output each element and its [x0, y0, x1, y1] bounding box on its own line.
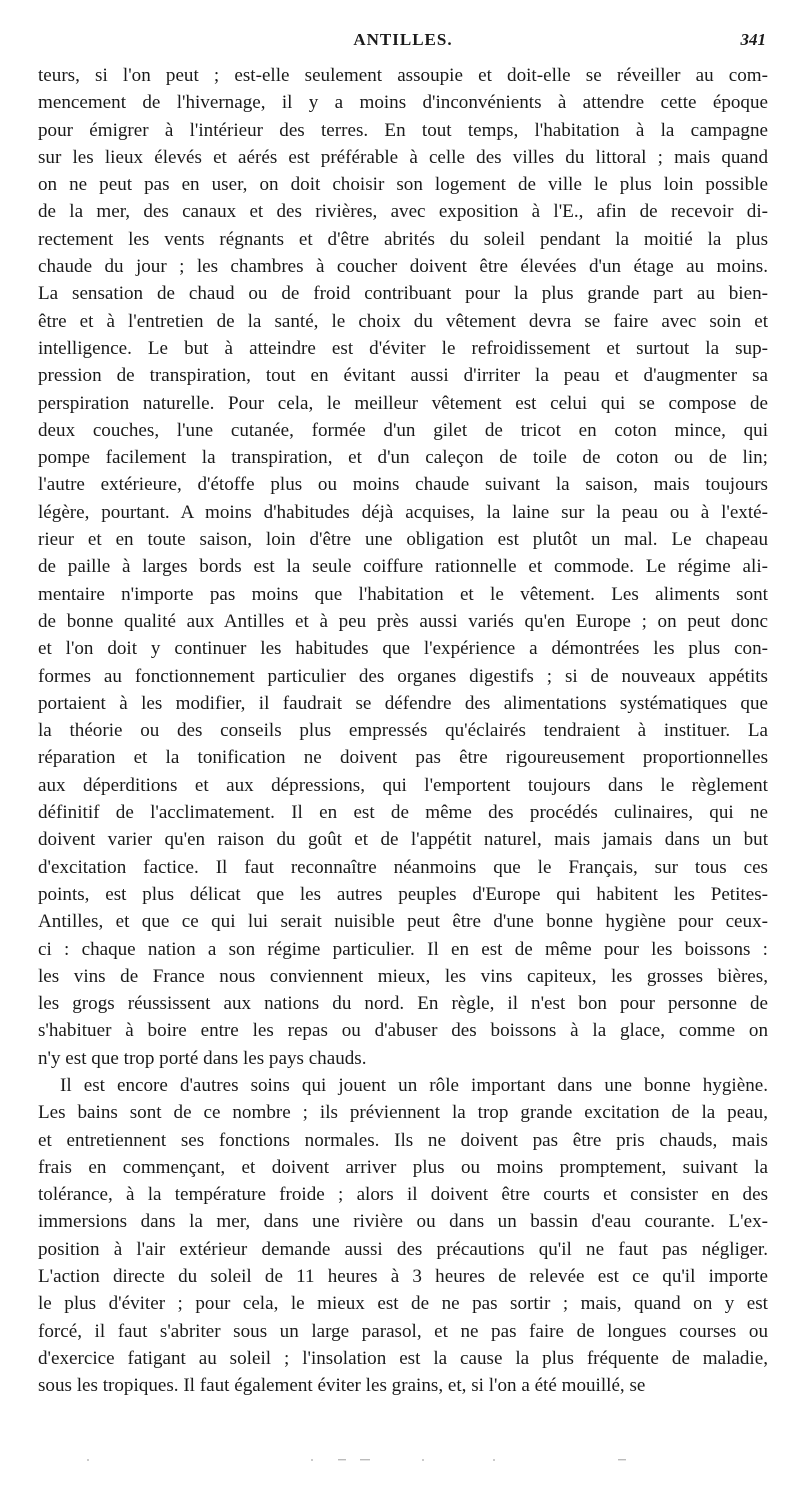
- page-number: 341: [740, 30, 766, 49]
- text-line: Antilles, et que ce qui lui serait nuisible peut être d'une bonne hygiène pour ceux-: [38, 911, 768, 933]
- text-line: perspiration naturelle. Pour cela, le meilleur vêtement est celui qui se compose de: [38, 392, 768, 414]
- text-line: doivent varier qu'en raison du goût et de l'appétit naturel, mais jamais dans un but: [38, 829, 768, 851]
- text-line: le plus d'éviter ; pour cela, le mieux est de ne pas sortir ; mais, quand on y est: [38, 1293, 768, 1315]
- running-header: [38, 30, 768, 56]
- text-line: légère, pourtant. A moins d'habitudes déjà acquises, la laine sur la peau ou à l'exté-: [38, 501, 768, 523]
- text-line: rectement les vents régnants et d'être abrités du soleil pendant la moitié la plus: [38, 228, 768, 250]
- text-line: rieur et en toute saison, loin d'être une obligation est plutôt un mal. Le chapeau: [38, 529, 768, 551]
- text-line: position à l'air extérieur demande aussi des précautions qu'il ne faut pas négliger.: [38, 1238, 768, 1260]
- text-line: tolérance, à la température froide ; alors il doivent être courts et consister en des: [38, 1184, 768, 1206]
- text-line: intelligence. Le but à atteindre est d'éviter le refroidissement et surtout la sup-: [38, 337, 768, 359]
- text-line: l'autre extérieure, d'étoffe plus ou moins chaude suivant la saison, mais toujours: [38, 474, 768, 496]
- text-line: sous les tropiques. Il faut également éviter les grains, et, si l'on a été mouillé, se: [38, 1375, 646, 1397]
- text-line: frais en commençant, et doivent arriver plus ou moins promptement, suivant la: [38, 1156, 768, 1178]
- text-line: de la mer, des canaux et des rivières, avec exposition à l'E., afin de recevoir di-: [38, 201, 768, 223]
- text-line: d'exercice fatigant au soleil ; l'insolation est la cause la plus fréquente de maladie,: [38, 1347, 768, 1369]
- text-line: les vins de France nous conviennent mieux, les vins capiteux, les grosses bières,: [38, 965, 768, 987]
- text-line: mencement de l'hivernage, il y a moins d'inconvénients à attendre cette époque: [38, 92, 768, 114]
- text-line: forcé, il faut s'abriter sous un large parasol, et ne pas faire de longues courses ou: [38, 1320, 768, 1342]
- text-line: pompe facilement la transpiration, et d'un caleçon de toile de coton ou de lin;: [38, 447, 768, 469]
- text-line: portaient à les modifier, il faudrait se défendre des alimentations systématiques que: [38, 692, 768, 714]
- text-line: teurs, si l'on peut ; est-elle seulement assoupie et doit-elle se réveiller au com-: [38, 65, 768, 86]
- text-line: on ne peut pas en user, on doit choisir son logement de ville le plus loin possible: [38, 174, 768, 196]
- text-line: s'habituer à boire entre les repas ou d'abuser des boissons à la glace, comme on: [38, 1020, 768, 1042]
- text-line: pour émigrer à l'intérieur des terres. En tout temps, l'habitation à la campagne: [38, 119, 768, 141]
- text-line: de paille à larges bords est la seule coiffure rationnelle et commode. Le régime ali-: [38, 556, 768, 578]
- text-line: réparation et la tonification ne doivent pas être rigoureusement proportionnelles: [38, 747, 768, 769]
- text-line: et l'on doit y continuer les habitudes que l'expérience a démontrées les plus con-: [38, 638, 768, 660]
- text-line: mentaire n'importe pas moins que l'habitation et le vêtement. Les aliments sont: [38, 583, 768, 605]
- text-line: chaude du jour ; les chambres à coucher doivent être élevées d'un étage au moins.: [38, 256, 768, 278]
- text-line: aux déperditions et aux dépressions, qui l'emportent toujours dans le règlement: [38, 774, 768, 796]
- text-line: Il est encore d'autres soins qui jouent un rôle important dans une bonne hygiène.: [60, 1074, 768, 1096]
- text-line: La sensation de chaud ou de froid contribuant pour la plus grande part au bien-: [38, 283, 768, 305]
- text-line: deux couches, l'une cutanée, formée d'un gilet de tricot en coton mince, qui: [38, 419, 768, 441]
- text-line: de bonne qualité aux Antilles et à peu près aussi variés qu'en Europe ; on peut donc: [38, 610, 768, 632]
- text-line: la théorie ou des conseils plus empressés qu'éclairés tendraient à instituer. La: [38, 720, 768, 742]
- text-line: définitif de l'acclimatement. Il en est de même des procédés culinaires, qui ne: [38, 802, 768, 824]
- text-line: formes au fonctionnement particulier des organes digestifs ; si de nouveaux appétits: [38, 665, 768, 687]
- text-line: sur les lieux élevés et aérés est préférable à celle des villes du littoral ; mais quand: [38, 146, 768, 168]
- text-line: L'action directe du soleil de 11 heures à 3 heures de relevée est ce qu'il importe: [38, 1266, 768, 1288]
- text-line: d'excitation factice. Il faut reconnaître néanmoins que le Français, sur tous ces: [38, 856, 768, 878]
- body-text: [38, 62, 768, 1400]
- text-line: pression de transpiration, tout en évitant aussi d'irriter la peau et d'augmenter sa: [38, 365, 768, 387]
- text-line: et entretiennent ses fonctions normales. Ils ne doivent pas être pris chauds, mais: [38, 1129, 768, 1151]
- running-title: ANTILLES.: [353, 30, 453, 49]
- text-line: immersions dans la mer, dans une rivière ou dans un bassin d'eau courante. L'ex-: [38, 1211, 768, 1233]
- text-line: ci : chaque nation a son régime particulier. Il en est de même pour les boissons :: [38, 938, 768, 960]
- text-line: les grogs réussissent aux nations du nord. En règle, il n'est bon pour personne de: [38, 993, 768, 1015]
- text-line: être et à l'entretien de la santé, le choix du vêtement devra se faire avec soin et: [38, 310, 768, 332]
- scan-specks: [80, 1455, 680, 1465]
- text-line: Les bains sont de ce nombre ; ils préviennent la trop grande excitation de la peau,: [38, 1102, 768, 1124]
- text-line: n'y est que trop porté dans les pays chauds.: [38, 1047, 367, 1069]
- text-line: points, est plus délicat que les autres peuples d'Europe qui habitent les Petites-: [38, 883, 768, 905]
